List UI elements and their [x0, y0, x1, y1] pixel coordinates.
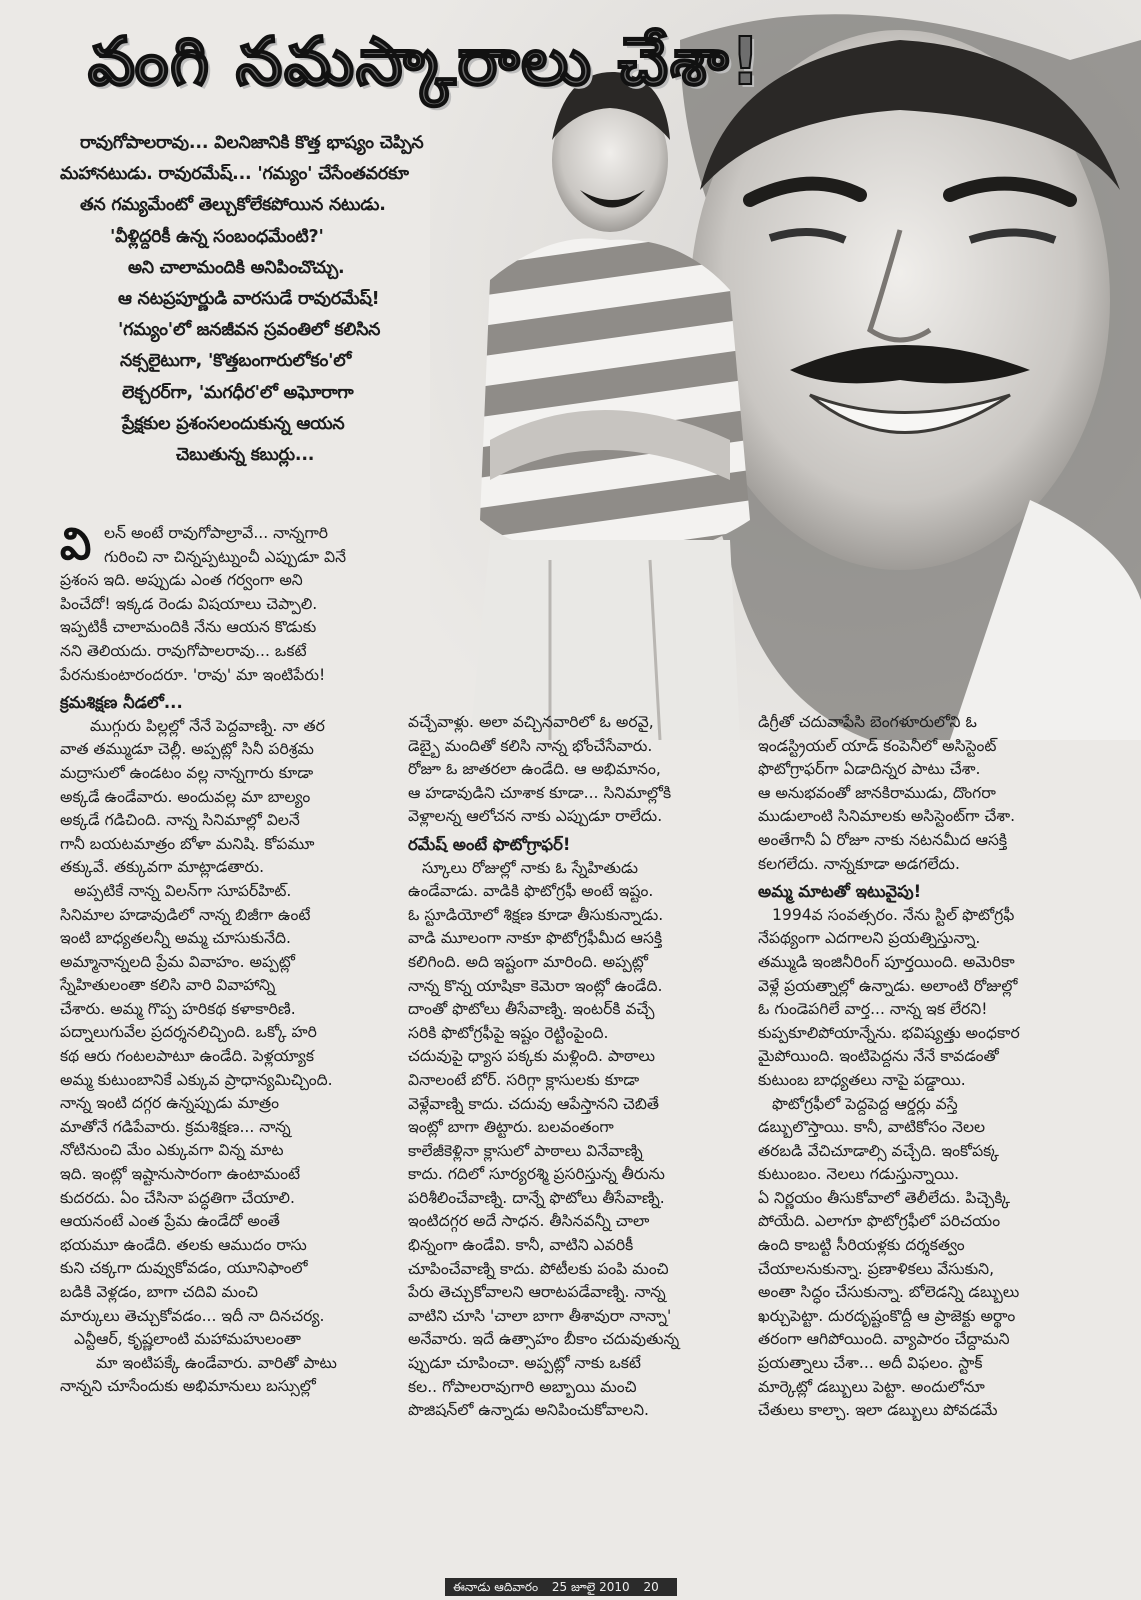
intro-line: చెబుతున్న కబుర్లు...	[176, 445, 315, 466]
text-line: అప్పటికే నాన్న విలన్‌గా సూపర్‌హిట్.	[74, 881, 292, 900]
text-line: తరబడి వేచిచూడాల్సి వచ్చేది. ఇంకోపక్క	[758, 1141, 999, 1160]
text-line: కుటుంబం. నెలలు గడుస్తున్నాయి.	[758, 1165, 960, 1184]
text-line: ఆయనంటే ఎంత ప్రేమ ఉండేదో అంతే	[60, 1212, 280, 1231]
drop-cap: వి	[60, 519, 92, 570]
text-line: కాలేజీకెళ్లినా క్లాసులో పాఠాలు వినేవాణ్ని	[408, 1141, 643, 1160]
text-line: గానీ బయటమాత్రం బోళా మనిషి. కోపమూ	[60, 834, 315, 853]
text-line: ముగ్గురు పిల్లల్లో నేనే పెద్దవాణ్ని. నా తర	[90, 716, 325, 735]
text-line: కలగలేదు. నాన్నకూడా అడగలేదు.	[758, 854, 960, 873]
text-line: ఖర్చుపెట్టా. దురదృష్టంకొద్దీ ఆ ప్రాజెక్టు అర్థాం	[758, 1306, 1016, 1325]
text-line: అమ్మానాన్నలది ప్రేమ వివాహం. అప్పట్లో	[60, 952, 295, 971]
text-line: ఎన్టీఆర్, కృష్ణలాంటి మహామహులంతా	[74, 1330, 301, 1349]
text-line: ఉండేవాడు. వాడికి ఫొటోగ్రఫీ అంటే ఇష్టం.	[408, 882, 654, 901]
text-line: నాన్నని చూసేందుకు అభిమానులు బస్సుల్లో	[60, 1377, 316, 1396]
portrait-photo	[430, 0, 1141, 740]
text-line: కాదు. గదిలో సూర్యరశ్మి ప్రసరిస్తున్న తీరును	[408, 1165, 665, 1184]
text-line: వాటిని చూసి 'చాలా బాగా తీశావురా నాన్నా'	[408, 1306, 672, 1325]
text-line: బడికి వెళ్లడం, బాగా చదివి మంచి	[60, 1283, 258, 1301]
column-2	[408, 711, 768, 1423]
text-line: అక్కడే ఉండేవారు. అందువల్ల మా బాల్యం	[60, 787, 311, 806]
text-line: ఇంటి బాధ్యతలన్నీ అమ్మ చూసుకునేది.	[60, 929, 291, 948]
text-line: నని తెలియదు. రావుగోపాలరావు... ఒకటే	[60, 641, 307, 660]
text-line: ప్రయత్నాలు చేశా... అదీ విఫలం. స్టాక్	[758, 1354, 983, 1373]
subheading: రమేష్ అంటే ఫొటోగ్రాఫర్!	[408, 834, 571, 854]
issue-date: 25 జూలై 2010	[551, 1580, 630, 1594]
text-line: స్నేహితులంతా కలిసి వారి వివాహాన్ని	[60, 976, 276, 995]
text-line: పించేదో! ఇక్కడ రెండు విషయాలు చెప్పాలి.	[60, 594, 318, 613]
text-line: నేపథ్యంగా ఎదగాలని ప్రయత్నిస్తున్నా.	[758, 929, 981, 948]
intro-line: లెక్చరర్‌గా, 'మగధీర'లో అఘోరాగా	[122, 382, 354, 403]
intro-line: తన గమ్యమేంటో తెల్చుకోలేకపోయిన నటుడు.	[80, 195, 386, 216]
text-line: ఆ హడావుడిని చూశాక కూడా... సినిమాల్లోకి	[408, 783, 672, 802]
column-1	[60, 519, 420, 1399]
text-line: ఇంట్లో బాగా తిట్టారు. బలవంతంగా	[408, 1118, 614, 1137]
text-line: అమ్మ కుటుంబానికే ఎక్కువ ప్రాధాన్యమిచ్చింది.	[60, 1070, 333, 1089]
text-line: ఓ గుండెపగిలే వార్త... నాన్న ఇక లేరని!	[758, 1000, 988, 1019]
page-number: 20	[643, 1580, 659, 1594]
text-line: ఇప్పటికీ చాలామందికి నేను ఆయన కొడుకు	[60, 618, 317, 637]
text-line: స్కూలు రోజుల్లో నాకు ఓ స్నేహితుడు	[422, 858, 638, 877]
intro-line: అని చాలామందికి అనిపించొచ్చు.	[128, 257, 345, 278]
text-line: మా ఇంటిపక్కే ఉండేవారు. వారితో పాటు	[96, 1353, 337, 1372]
text-line: ఫొటోగ్రఫీలో పెద్దపెద్ద ఆర్డర్లు వస్తే	[772, 1094, 958, 1113]
text-line: భయమూ ఉండేది. తలకు ఆముదం రాసు	[60, 1235, 307, 1254]
text-line: లన్ అంటే రావుగోపాల్రావే... నాన్నగారి	[104, 524, 329, 542]
text-line: మార్కెట్లో డబ్బులు పెట్టా. అందులోనూ	[758, 1377, 985, 1396]
text-line: 1994వ సంవత్సరం. నేను స్టిల్ ఫొటోగ్రఫీ	[772, 905, 1015, 924]
text-line: కుదరదు. ఏం చేసినా పద్ధతిగా చేయాలి.	[60, 1188, 295, 1207]
text-line: కథ ఆరు గంటలపాటూ ఉండేది. పెళ్లయ్యాక	[60, 1047, 315, 1066]
text-line: అక్కడే గడిచింది. నాన్న సినిమాల్లో విలనే	[60, 811, 300, 830]
text-line: ఇది. ఇంట్లో ఇష్టానుసారంగా ఉంటామంటే	[60, 1165, 301, 1184]
text-line: కుప్పకూలిపోయాన్నేను. భవిష్యత్తు అంధకార	[758, 1023, 1020, 1042]
text-line: మైపోయింది. ఇంటిపెద్దను నేనే కావడంతో	[758, 1047, 999, 1066]
subheading: అమ్మ మాటతో ఇటువైపు!	[758, 882, 922, 902]
page-footer	[445, 1578, 677, 1596]
text-line: కుని చక్కగా దువ్వుకోవడం, యూనిఫాంలో	[60, 1259, 308, 1278]
newspaper-name: ఈనాడు ఆదివారం	[453, 1580, 539, 1594]
text-line: వచ్చేవాళ్లు. అలా వచ్చినవారిలో ఓ అరవై,	[408, 713, 654, 731]
text-line: తమ్ముడి ఇంజినీరింగ్ పూర్తయింది. అమెరికా	[758, 952, 1015, 971]
text-line: రోజూ ఓ జాతరలా ఉండేది. ఆ అభిమానం,	[408, 760, 661, 779]
text-line: వాడి మూలంగా నాకూ ఫొటోగ్రఫీమీద ఆసక్తి	[408, 929, 663, 948]
intro-line: మహానటుడు. రావురమేష్... 'గమ్యం' చేసేంతవరకూ	[60, 164, 409, 185]
text-line: ఫొటోగ్రాఫర్‌గా ఏడాదిన్నర పాటు చేశా.	[758, 760, 981, 779]
text-line: తరంగా ఆగిపోయింది. వ్యాపారం చేద్దామని	[758, 1330, 1010, 1349]
text-line: పొజిషన్‌లో ఉన్నాడు అనిపించుకోవాలని.	[408, 1401, 649, 1420]
text-line: వినాలంటే బోర్. సరిగ్గా క్లాసులకు కూడా	[408, 1070, 640, 1089]
text-line: డిగ్రీతో చదువాపేసి బెంగళూరులోని ఓ	[758, 713, 977, 731]
text-line: డబ్బులొస్తాయి. కానీ, వాటికోసం నెలల	[758, 1118, 986, 1137]
text-line: వాత తమ్ముడూ చెల్లీ. అప్పట్లో సినీ పరిశ్రమ	[60, 740, 314, 759]
text-line: కలిగింది. అది ఇష్టంగా మారింది. అప్పట్లో	[408, 952, 648, 971]
text-line: వెళ్లాలన్న ఆలోచన నాకు ఎప్పుడూ రాలేదు.	[408, 807, 663, 826]
text-line: భిన్నంగా ఉండేవి. కానీ, వాటిని ఎవరికీ	[408, 1236, 634, 1255]
text-line: సినిమాల హడావుడిలో నాన్న బిజీగా ఉంటే	[60, 905, 311, 924]
intro-line: ఆ నటప్రపూర్ణుడి వారసుడే రావురమేష్!	[118, 289, 380, 310]
text-line: డెబ్బై మందితో కలిసి నాన్న భోంచేసేవారు.	[408, 736, 653, 755]
text-line: పేరనుకుంటారందరూ. 'రావు' మా ఇంటిపేరు!	[60, 665, 326, 684]
text-line: చేయాలనుకున్నా. ప్రణాళికలు వేసుకుని,	[758, 1259, 995, 1278]
subheading: క్రమశిక్షణ నీడలో...	[60, 693, 183, 713]
text-line: ఓ స్టూడియోలో శిక్షణ కూడా తీసుకున్నాడు.	[408, 905, 664, 924]
intro-line: ప్రేక్షకుల ప్రశంసలందుకున్న ఆయన	[122, 413, 345, 434]
text-line: చేశారు. అమ్మ గొప్ప హరికథ కళాకారిణి.	[60, 999, 296, 1018]
text-line: ప్రశంస ఇది. అప్పుడు ఎంత గర్వంగా అని	[60, 571, 303, 590]
text-line: మాతోనే గడిపేవారు. క్రమశిక్షణ... నాన్న	[60, 1117, 291, 1136]
text-line: గురించి నా చిన్నప్పట్నుంచీ ఎప్పుడూ వినే	[104, 547, 347, 566]
intro-line: నక్సలైటుగా, 'కొత్తబంగారులోకం'లో	[120, 351, 352, 372]
text-line: చదువుపై ధ్యాస పక్కకు మళ్లింది. పాఠాలు	[408, 1047, 655, 1066]
text-line: ప్పుడూ చూపించా. అప్పట్లో నాకు ఒకటే	[408, 1354, 641, 1373]
text-line: అంతేగానీ ఏ రోజూ నాకు నటనమీద ఆసక్తి	[758, 830, 1008, 849]
text-line: నోటినుంచి మేం ఎక్కువగా విన్న మాట	[60, 1141, 284, 1160]
text-line: పద్నాలుగువేల ప్రదర్శనలిచ్చింది. ఒక్కో హరి	[60, 1023, 317, 1042]
text-line: చేతులు కాల్చా. ఇలా డబ్బులు పోవడమే	[758, 1401, 998, 1420]
headline: వంగి నమస్కారాలు చేశా!	[88, 23, 763, 100]
text-line: కల.. గోపాలరావుగారి అబ్బాయి మంచి	[408, 1377, 637, 1396]
text-line: పోయేది. ఎలాగూ ఫొటోగ్రఫీలో పరిచయం	[758, 1212, 1001, 1231]
text-line: ఉంది కాబట్టి సీరియళ్లకు దర్శకత్వం	[758, 1236, 965, 1255]
text-line: దాంతో ఫొటోలు తీసేవాణ్ని. ఇంటర్‌కి వచ్చే	[408, 1000, 655, 1019]
text-line: మద్రాసులో ఉండటం వల్ల నాన్నగారు కూడా	[60, 763, 314, 782]
text-line: ముడులాంటి సినిమాలకు అసిస్టెంట్‌గా చేశా.	[758, 807, 1016, 826]
text-line: నాన్న కొన్న యాషికా కెమెరా ఇంట్లో ఉండేది.	[408, 976, 663, 995]
text-line: కుటుంబ బాధ్యతలు నాపై పడ్డాయి.	[758, 1070, 966, 1089]
intro-blurb	[60, 128, 500, 471]
text-line: ఇంటిదగ్గర అదే సాధన. తీసినవన్నీ చాలా	[408, 1212, 650, 1231]
column-3	[758, 711, 1118, 1423]
text-line: అనేవారు. ఇదే ఉత్సాహం బీకాం చదువుతున్న	[408, 1330, 680, 1349]
text-line: వెళ్లేవాణ్ని కాదు. చదువు ఆపేస్తానని చెబితే	[408, 1094, 660, 1113]
text-line: పరిశీలించేవాణ్ని. దాన్నే ఫొటోలు తీసేవాణ్ని.	[408, 1188, 665, 1207]
text-line: ఇండస్ట్రియల్ యాడ్ కంపెనీలో అసిస్టెంట్	[758, 736, 997, 755]
text-line: సరికి ఫొటోగ్రఫీపై ఇష్టం రెట్టింపైంది.	[408, 1023, 609, 1042]
intro-line: 'వీళ్లిద్దరికీ ఉన్న సంబంధమేంటి?'	[110, 226, 324, 247]
intro-line: రావుగోపాలరావు... విలనిజానికి కొత్త భాష్యం చెప్పిన	[80, 133, 424, 153]
text-line: అంతా సిద్ధం చేసుకున్నా. బోలెడన్ని డబ్బులు	[758, 1283, 1020, 1302]
text-line: తక్కువే. తక్కువగా మాట్లాడతారు.	[60, 858, 265, 877]
text-line: మార్కులు తెచ్చుకోవడం... ఇదీ నా దినచర్య.	[60, 1306, 325, 1325]
text-line: చూపించేవాణ్ని కాదు. పోటీలకు పంపి మంచి	[408, 1259, 669, 1278]
text-line: వెళ్లే ప్రయత్నాల్లో ఉన్నాడు. అలాంటి రోజుల్లో	[758, 976, 1018, 995]
text-line: నాన్న ఇంటి దగ్గర ఉన్నప్పుడు మాత్రం	[60, 1094, 280, 1113]
text-line: పేరు తెచ్చుకోవాలని ఆరాటపడేవాణ్ని. నాన్న	[408, 1283, 666, 1302]
text-line: ఏ నిర్ణయం తీసుకోవాలో తెలీలేదు. పిచ్చెక్కి	[758, 1188, 1011, 1207]
text-line: ఆ అనుభవంతో జానకిరాముడు, దొంగరా	[758, 783, 996, 802]
intro-line: 'గమ్యం'లో జనజీవన స్రవంతిలో కలిసిన	[118, 320, 381, 341]
